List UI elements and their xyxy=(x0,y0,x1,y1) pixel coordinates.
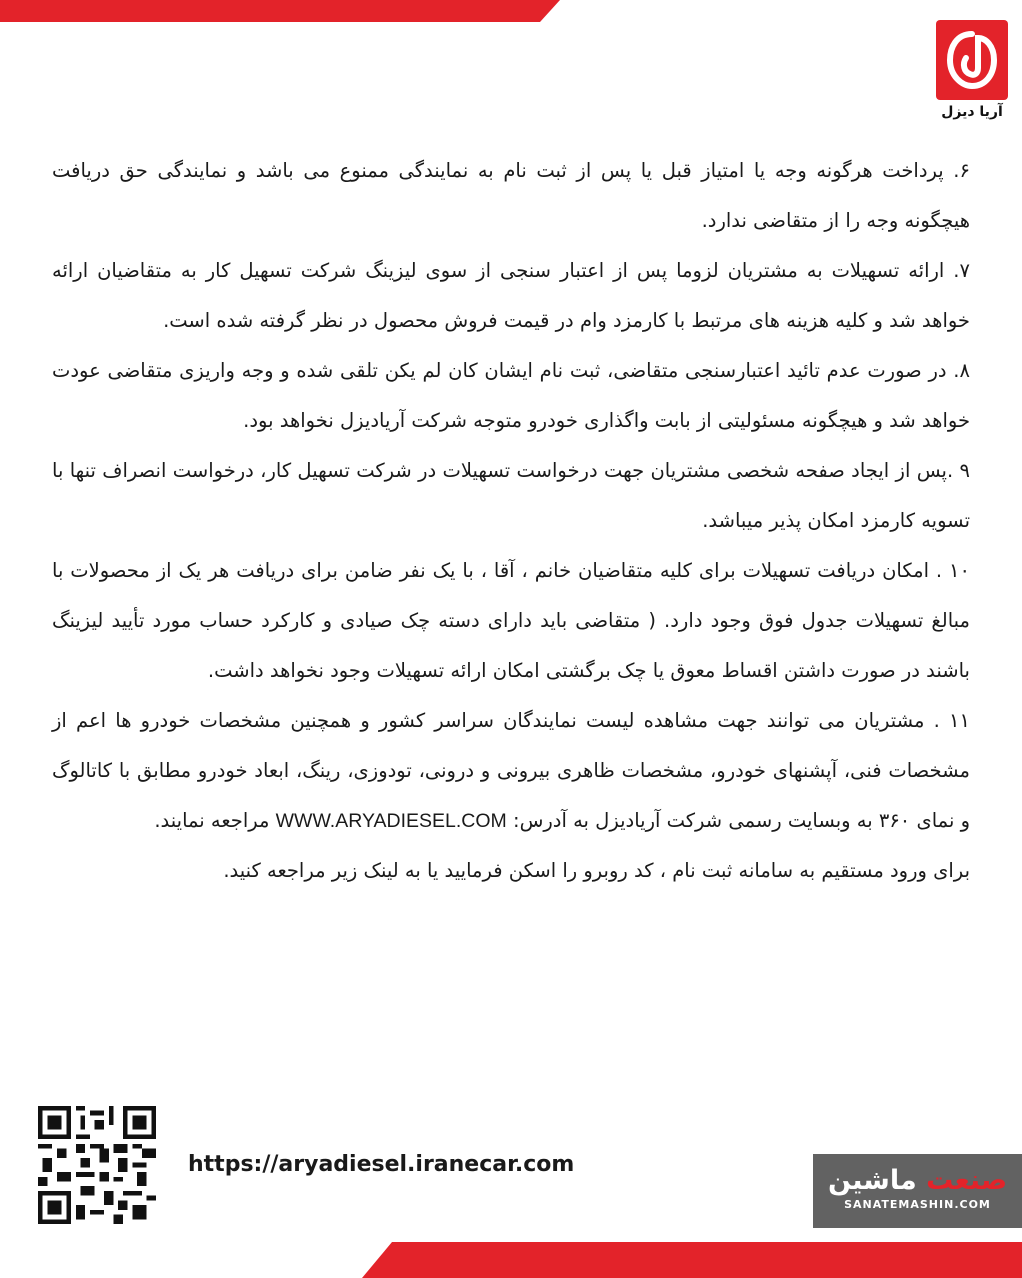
logo-text: آریا دیزل xyxy=(941,104,1003,120)
term-8: ۸. در صورت عدم تائید اعتبارسنجی متقاضی، ثبت نام ایشان کان لم یکن تلقی شده و وجه واریزی متقاضی عودت خواهد شد و هیچگونه مسئولیتی از بابت واگذاری خودرو متوجه شرکت آریادیزل نخواهد بود. xyxy=(52,359,970,432)
terms-content xyxy=(52,146,970,896)
registration-link[interactable]: https://aryadiesel.iranecar.com xyxy=(188,1152,575,1177)
arya-diesel-logo-icon xyxy=(936,20,1008,100)
watermark-main: ماشین xyxy=(827,1165,917,1196)
brand-logo xyxy=(936,20,1008,128)
watermark-fa xyxy=(813,1164,1022,1198)
term-6: ۶. پرداخت هرگونه وجه یا امتیاز قبل یا پس از ثبت نام به نمایندگی ممنوع می باشد و نمایندگی حق دریافت هیچگونه وجه را از متقاضی ندارد. xyxy=(52,159,970,232)
watermark-accent: صنعت xyxy=(926,1165,1008,1196)
aryadiesel-website-link[interactable]: WWW.ARYADIESEL.COM xyxy=(275,810,507,832)
watermark-en: SANATEMASHIN.COM xyxy=(844,1198,991,1211)
qr-code[interactable] xyxy=(38,1106,156,1224)
term-9: ۹ .پس از ایجاد صفحه شخصی مشتریان جهت درخواست تسهیلات در شرکت تسهیل کار، درخواست انصراف تنها با تسویه کارمزد امکان پذیر میباشد. xyxy=(52,459,970,532)
bottom-red-band xyxy=(362,1242,1022,1278)
term-11 xyxy=(52,696,970,846)
term-10: ۱۰ . امکان دریافت تسهیلات برای کلیه متقاضیان خانم ، آقا ، با یک نفر ضامن برای دریافت هر یک از محصولات با مبالغ تسهیلات جدول فوق وجود دارد. ( متقاضی باید دارای دسته چک صیادی و کارکرد حساب مورد تأیید لیزینگ باشند در صورت داشتن اقساط معوق یا چک برگشتی امکان ارائه تسهیلات وجود نخواهد داشت. xyxy=(52,559,970,682)
term-7: ۷. ارائه تسهیلات به مشتریان لزوما پس از اعتبار سنجی از سوی لیزینگ شرکت تسهیل کار به متقاضیان ارائه خواهد شد و کلیه هزینه های مرتبط با کارمزد وام در قیمت فروش محصول در نظر گرفته شده است. xyxy=(52,259,970,332)
top-band-shape xyxy=(0,0,560,22)
term-11-text: ۱۱ . مشتریان می توانند جهت مشاهده لیست نمایندگان سراسر کشور و همچنین مشخصات خودرو ها اعم از مشخصات فنی، آپشنهای خودرو، مشخصات ظاهری بیرونی و درونی، تودوزی، رینگ، ابعاد خودرو مطابق با کاتالوگ و نمای ۳۶۰ به وبسایت رسمی شرکت آریادیزل به آدرس: xyxy=(52,709,970,832)
logo-mark xyxy=(944,28,1000,92)
sanatemashin-watermark xyxy=(813,1154,1022,1228)
term-11-suffix: مراجعه نمایند. xyxy=(154,809,270,832)
top-red-band xyxy=(0,0,560,22)
closing-note: برای ورود مستقیم به سامانه ثبت نام ، کد روبرو را اسکن فرمایید یا به لینک زیر مراجعه کنید. xyxy=(223,859,970,882)
bottom-band-shape xyxy=(362,1242,1022,1278)
